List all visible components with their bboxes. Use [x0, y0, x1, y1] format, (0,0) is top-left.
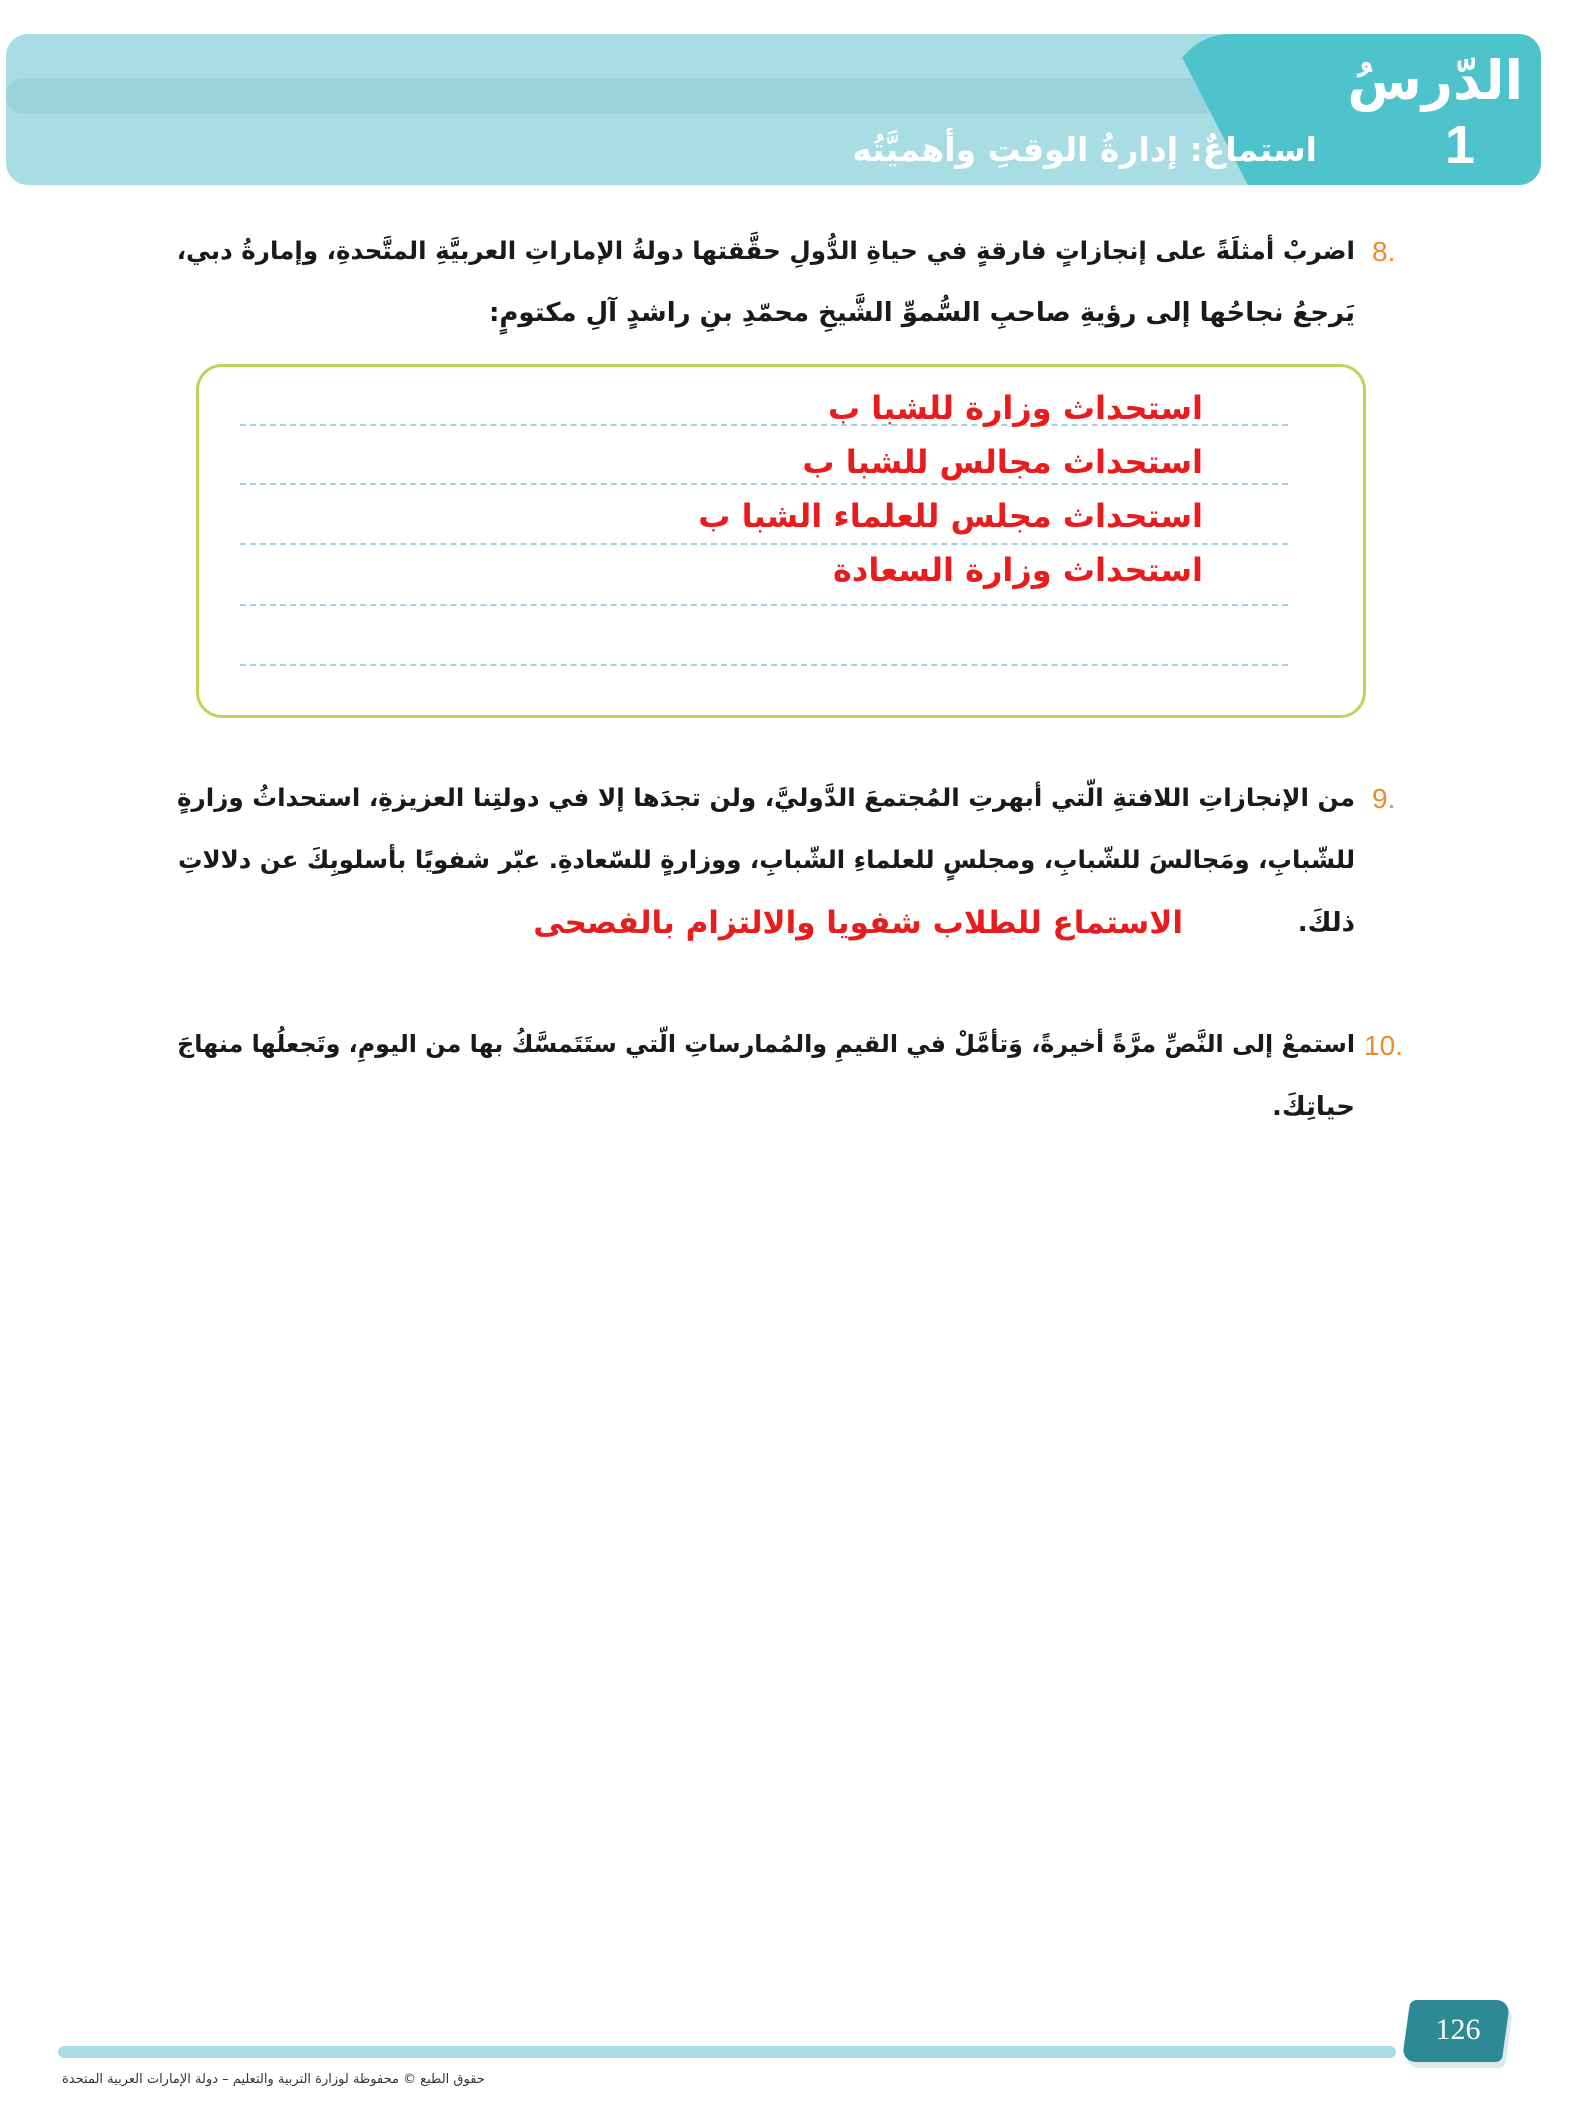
lesson-number: 1: [1444, 115, 1475, 175]
lesson-title: استماعٌ: إدارةُ الوقتِ وأهميَّتُه: [852, 130, 1317, 169]
handwritten-answer: استحداث وزارة السعادة: [833, 551, 1203, 589]
answer-line: [240, 604, 1288, 606]
handwritten-answer: استحداث مجلس للعلماء الشبا ب: [698, 497, 1203, 535]
footer-bar: [58, 2046, 1396, 2058]
answer-line: [240, 543, 1288, 545]
question-number: 9.: [1372, 783, 1396, 814]
page-number: 126: [1435, 2013, 1481, 2046]
answer-line: [240, 664, 1288, 666]
header-banner-stripe: [6, 78, 1286, 114]
question-text-line: استمعْ إلى النَّصِّ مرَّةً أخيرةً، وَتأمَّلْ في القيمِ والمُمارساتِ الّتي ستَتَمسَّكُ بها من اليومِ، وتَجعلُها منهاجَ: [177, 1030, 1355, 1058]
handwritten-answer: الاستماع للطلاب شفويا والالتزام بالفصحى: [533, 905, 1183, 941]
question-number: 8.: [1372, 236, 1396, 267]
question-text-line: يَرجعُ نجاحُها إلى رؤيةِ صاحبِ السُّموِّ الشَّيخِ محمّدِ بنِ راشدٍ آلِ مكتومٍ:: [488, 298, 1355, 328]
copyright-notice: حقوق الطبع © محفوظة لوزارة التربية والتعليم – دولة الإمارات العربية المتحدة: [62, 2072, 485, 2087]
question-text-line: حياتِكَ.: [1272, 1092, 1355, 1122]
question-text-line: للشّبابِ، ومَجالسَ للشّبابِ، ومجلسٍ للعلماءِ الشّبابِ، ووزارةٍ للسّعادةِ. عبّر شفويًا بأسلوبِكَ عن دلالاتِ: [177, 845, 1355, 874]
answer-line: [240, 483, 1288, 485]
handwritten-answer: استحداث وزارة للشبا ب: [827, 389, 1203, 427]
question-text-line: اضربْ أمثلَةً على إنجازاتٍ فارقةٍ في حياةِ الدُّولِ حقَّقتها دولةُ الإماراتِ العربيَّةِ المتَّحدةِ، وإمارةُ دبي،: [176, 236, 1355, 265]
question-text-line: ذلكَ.: [1297, 908, 1355, 938]
question-text-line: من الإنجازاتِ اللافتةِ الّتي أبهرتِ المُجتمعَ الدَّوليَّ، ولن تجدَها إلا في دولتِنا العزيزةِ، استحداثُ وزارةٍ: [177, 783, 1355, 812]
handwritten-answer: استحداث مجالس للشبا ب: [802, 443, 1203, 481]
lesson-label: الدّرسُ: [1347, 49, 1523, 112]
question-number: 10.: [1364, 1030, 1403, 1061]
